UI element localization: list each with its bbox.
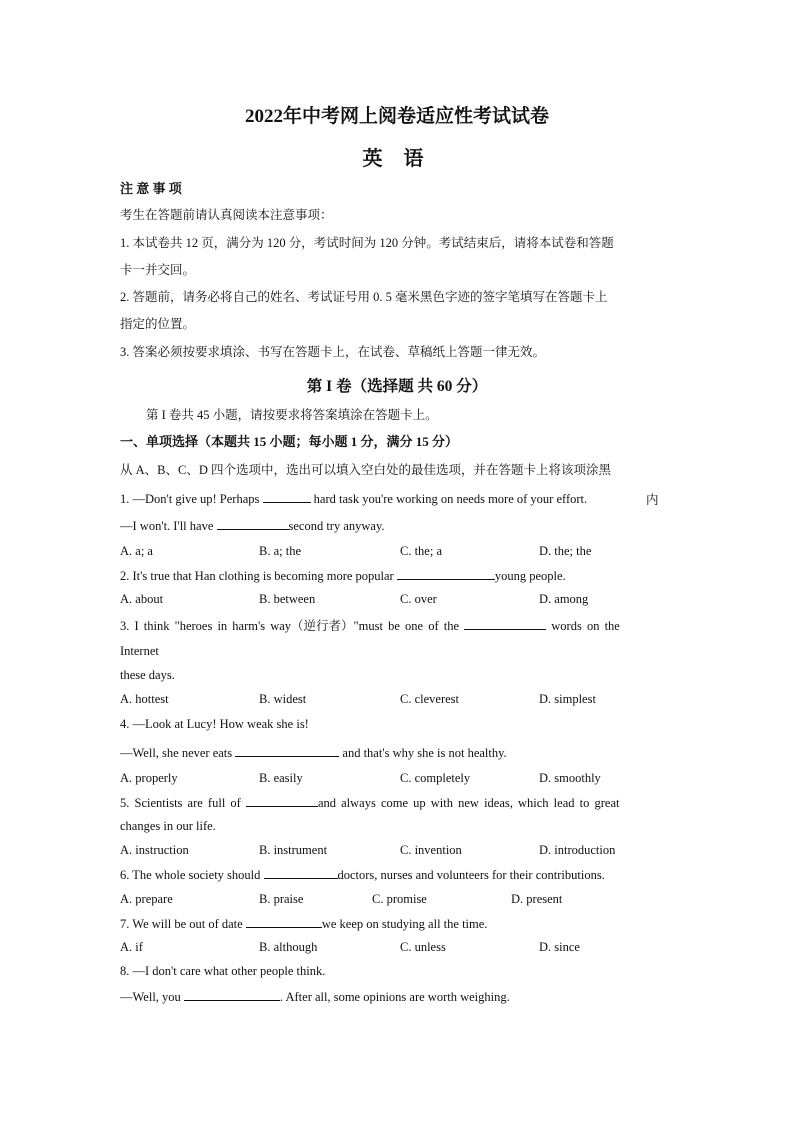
notice-item-1-cont: 卡一并交回。: [120, 263, 196, 277]
q3-line-3: these days.: [120, 668, 175, 682]
section-instructions: 从 A、B、C、D 四个选项中，选出可以填入空白处的最佳选项，并在答题卡上将该项涂黑: [120, 463, 611, 477]
q7-text-b: we keep on studying all the time.: [321, 917, 488, 931]
section-title: 一、单项选择（本题共 15 小题；每小题 1 分，满分 15 分）: [120, 434, 459, 449]
q2-text-b: young people.: [494, 569, 566, 583]
q1-text-c: —I won't. I'll have: [120, 519, 217, 533]
q7-blank: [246, 915, 322, 928]
q3-text-b: words on the: [546, 619, 620, 633]
question-7: [120, 915, 487, 932]
notice-item-1: 1. 本试卷共 12 页，满分为 120 分，考试时间为 120 分钟。考试结束后，请将本试卷和答题: [120, 236, 614, 250]
notice-item-2: 2. 答题前，请务必将自己的姓名、考试证号用 0. 5 毫米黑色字迹的签字笔填写在答题卡上: [120, 290, 608, 304]
q3-line-2: Internet: [120, 644, 159, 658]
q4-option-a: A. properly: [120, 771, 178, 785]
q4-option-d: D. smoothly: [539, 771, 601, 785]
question-8: 8. —I don't care what other people think.: [120, 964, 326, 978]
q1-option-a: A. a; a: [120, 544, 153, 558]
q3-option-b: B. widest: [259, 692, 307, 706]
question-4: 4. —Look at Lucy! How weak she is!: [120, 717, 309, 731]
q6-option-b: B. praise: [259, 892, 304, 906]
q8-text-a: —Well, you: [120, 990, 184, 1004]
q7-option-a: A. if: [120, 940, 143, 954]
q6-text-a: 6. The whole society should: [120, 868, 264, 882]
q1-option-c: C. the; a: [400, 544, 443, 558]
q7-text-a: 7. We will be out of date: [120, 917, 246, 931]
q6-option-d: D. present: [511, 892, 563, 906]
q5-option-b: B. instrument: [259, 843, 328, 857]
question-5: [120, 794, 619, 811]
subject-title: 英 语: [362, 148, 432, 170]
part1-intro: 第 I 卷共 45 小题，请按要求将答案填涂在答题卡上。: [146, 408, 438, 422]
q8-blank: [184, 988, 280, 1001]
notice-intro: 考生在答题前请认真阅读本注意事项：: [120, 208, 333, 222]
q7-option-b: B. although: [259, 940, 318, 954]
q3-text-a: 3. I think "heroes in harm's way（逆行者）"must be one of the: [120, 619, 465, 633]
q4-option-c: C. completely: [400, 771, 471, 785]
q5-text-b: and always come up with new ideas, which lead to great: [317, 796, 620, 810]
q2-option-b: B. between: [259, 592, 316, 606]
q5-blank: [246, 794, 318, 807]
question-8-line-2: [120, 988, 510, 1005]
q1-text-d: second try anyway.: [288, 519, 385, 533]
q1-option-b: B. a; the: [259, 544, 302, 558]
notice-heading: 注 意 事 项: [120, 181, 182, 196]
q1-text-b: hard task you're working on needs more of your effort.: [310, 492, 588, 506]
q5-option-a: A. instruction: [120, 843, 189, 857]
q2-text-a: 2. It's true that Han clothing is becoming more popular: [120, 569, 397, 583]
q1-option-d: D. the; the: [539, 544, 592, 558]
q2-option-d: D. among: [539, 592, 589, 606]
q5-line-2: changes in our life.: [120, 819, 216, 833]
q2-blank: [397, 567, 495, 580]
q7-option-c: C. unless: [400, 940, 446, 954]
q4-text-b: and that's why she is not healthy.: [339, 746, 507, 760]
q5-text-a: 5. Scientists are full of: [120, 796, 246, 810]
question-6: [120, 866, 605, 883]
question-2: [120, 567, 566, 584]
q6-option-c: C. promise: [372, 892, 427, 906]
q2-option-a: A. about: [120, 592, 164, 606]
q3-blank: [464, 617, 546, 630]
q1-blank-2: [217, 517, 289, 530]
part1-heading: 第 I 卷（选择题 共 60 分）: [306, 378, 488, 395]
q4-option-b: B. easily: [259, 771, 303, 785]
q3-option-d: D. simplest: [539, 692, 596, 706]
q6-text-b: doctors, nurses and volunteers for their contributions.: [337, 868, 605, 882]
q3-option-c: C. cleverest: [400, 692, 460, 706]
q1-tail-mark: 内: [646, 493, 659, 507]
notice-item-2-cont: 指定的位置。: [120, 317, 196, 331]
question-3: [120, 617, 620, 634]
q1-text-a: 1. —Don't give up! Perhaps: [120, 492, 263, 506]
q5-option-c: C. invention: [400, 843, 462, 857]
q1-blank-1: [263, 490, 311, 503]
q6-option-a: A. prepare: [120, 892, 173, 906]
q4-blank: [235, 744, 339, 757]
q6-blank: [264, 866, 338, 879]
q8-text-b: . After all, some opinions are worth weighing.: [279, 990, 510, 1004]
question-4-line-2: [120, 744, 507, 761]
notice-item-3: 3. 答案必须按要求填涂、书写在答题卡上，在试卷、草稿纸上答题一律无效。: [120, 345, 546, 359]
q5-option-d: D. introduction: [539, 843, 616, 857]
question-1-line-2: [120, 517, 385, 534]
question-1: [120, 490, 587, 507]
q3-option-a: A. hottest: [120, 692, 169, 706]
q4-text-a: —Well, she never eats: [120, 746, 236, 760]
q7-option-d: D. since: [539, 940, 580, 954]
q2-option-c: C. over: [400, 592, 437, 606]
exam-title: 2022年中考网上阅卷适应性考试试卷: [244, 106, 549, 127]
